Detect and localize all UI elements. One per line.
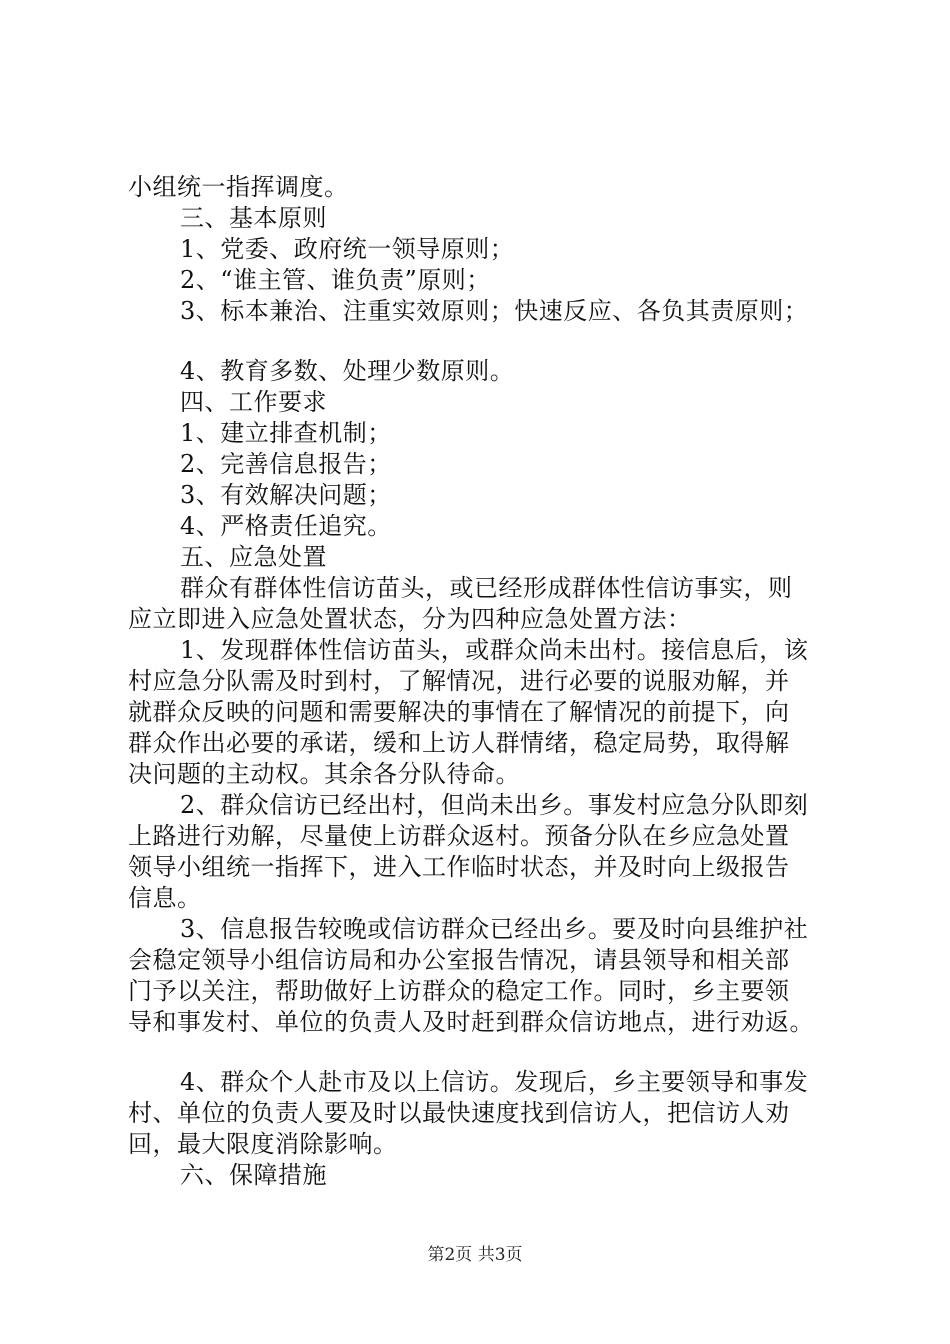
text-line: 4、教育多数、处理少数原则。 (180, 357, 515, 385)
paragraph-line: 决问题的主动权。其余各分队待命。 (128, 760, 520, 788)
document-body (128, 172, 848, 1191)
paragraph-line: 导和事发村、单位的负责人及时赶到群众信访地点，进行劝返。 (128, 1008, 814, 1036)
text-line: 1、建立排查机制； (180, 419, 392, 447)
text-line: 4、严格责任追究。 (180, 512, 392, 540)
paragraph-line: 回，最大限度消除影响。 (128, 1130, 398, 1158)
blank-line (128, 327, 848, 356)
section-heading-emergency-response: 五、应急处置 (180, 543, 327, 571)
section-heading-basic-principles: 三、基本原则 (180, 204, 327, 232)
paragraph-line: 会稳定领导小组信访局和办公室报告情况，请县领导和相关部 (128, 946, 790, 974)
text-line: 2、“谁主管、谁负责”原则； (180, 266, 491, 294)
paragraph-line: 信息。 (128, 884, 202, 912)
section-heading-safeguard-measures: 六、保障措施 (180, 1161, 327, 1189)
text-line: 2、完善信息报告； (180, 450, 392, 478)
blank-line (128, 1038, 848, 1067)
text-line: 3、有效解决问题； (180, 481, 392, 509)
text-line: 3、标本兼治、注重实效原则；快速反应、各负其责原则； (180, 297, 809, 325)
paragraph-line: 群众有群体性信访苗头，或已经形成群体性信访事实，则 (180, 574, 793, 602)
text-line: 1、党委、政府统一领导原则； (180, 235, 515, 263)
paragraph-line: 就群众反映的问题和需要解决的事情在了解情况的前提下，向 (128, 698, 790, 726)
paragraph-line: 应立即进入应急处置状态，分为四种应急处置方法： (128, 605, 692, 633)
paragraph-line: 村、单位的负责人要及时以最快速度找到信访人，把信访人劝 (128, 1099, 790, 1127)
page-number-footer: 第2页 共3页 (427, 1245, 523, 1265)
paragraph-line: 1、发现群体性信访苗头，或群众尚未出村。接信息后，该 (180, 636, 809, 664)
paragraph-line: 门予以关注，帮助做好上访群众的稳定工作。同时，乡主要领 (128, 977, 790, 1005)
paragraph-line: 上路进行劝解，尽量使上访群众返村。预备分队在乡应急处置 (128, 822, 790, 850)
text-line: 小组统一指挥调度。 (128, 173, 349, 201)
paragraph-line: 群众作出必要的承诺，缓和上访人群情绪，稳定局势，取得解 (128, 729, 790, 757)
paragraph-line: 3、信息报告较晚或信访群众已经出乡。要及时向县维护社 (180, 915, 809, 943)
paragraph-line: 4、群众个人赴市及以上信访。发现后，乡主要领导和事发 (180, 1068, 809, 1096)
paragraph-line: 村应急分队需及时到村，了解情况，进行必要的说服劝解，并 (128, 667, 790, 695)
section-heading-work-requirements: 四、工作要求 (180, 388, 327, 416)
paragraph-line: 领导小组统一指挥下，进入工作临时状态，并及时向上级报告 (128, 853, 790, 881)
paragraph-line: 2、群众信访已经出村，但尚未出乡。事发村应急分队即刻 (180, 791, 809, 819)
